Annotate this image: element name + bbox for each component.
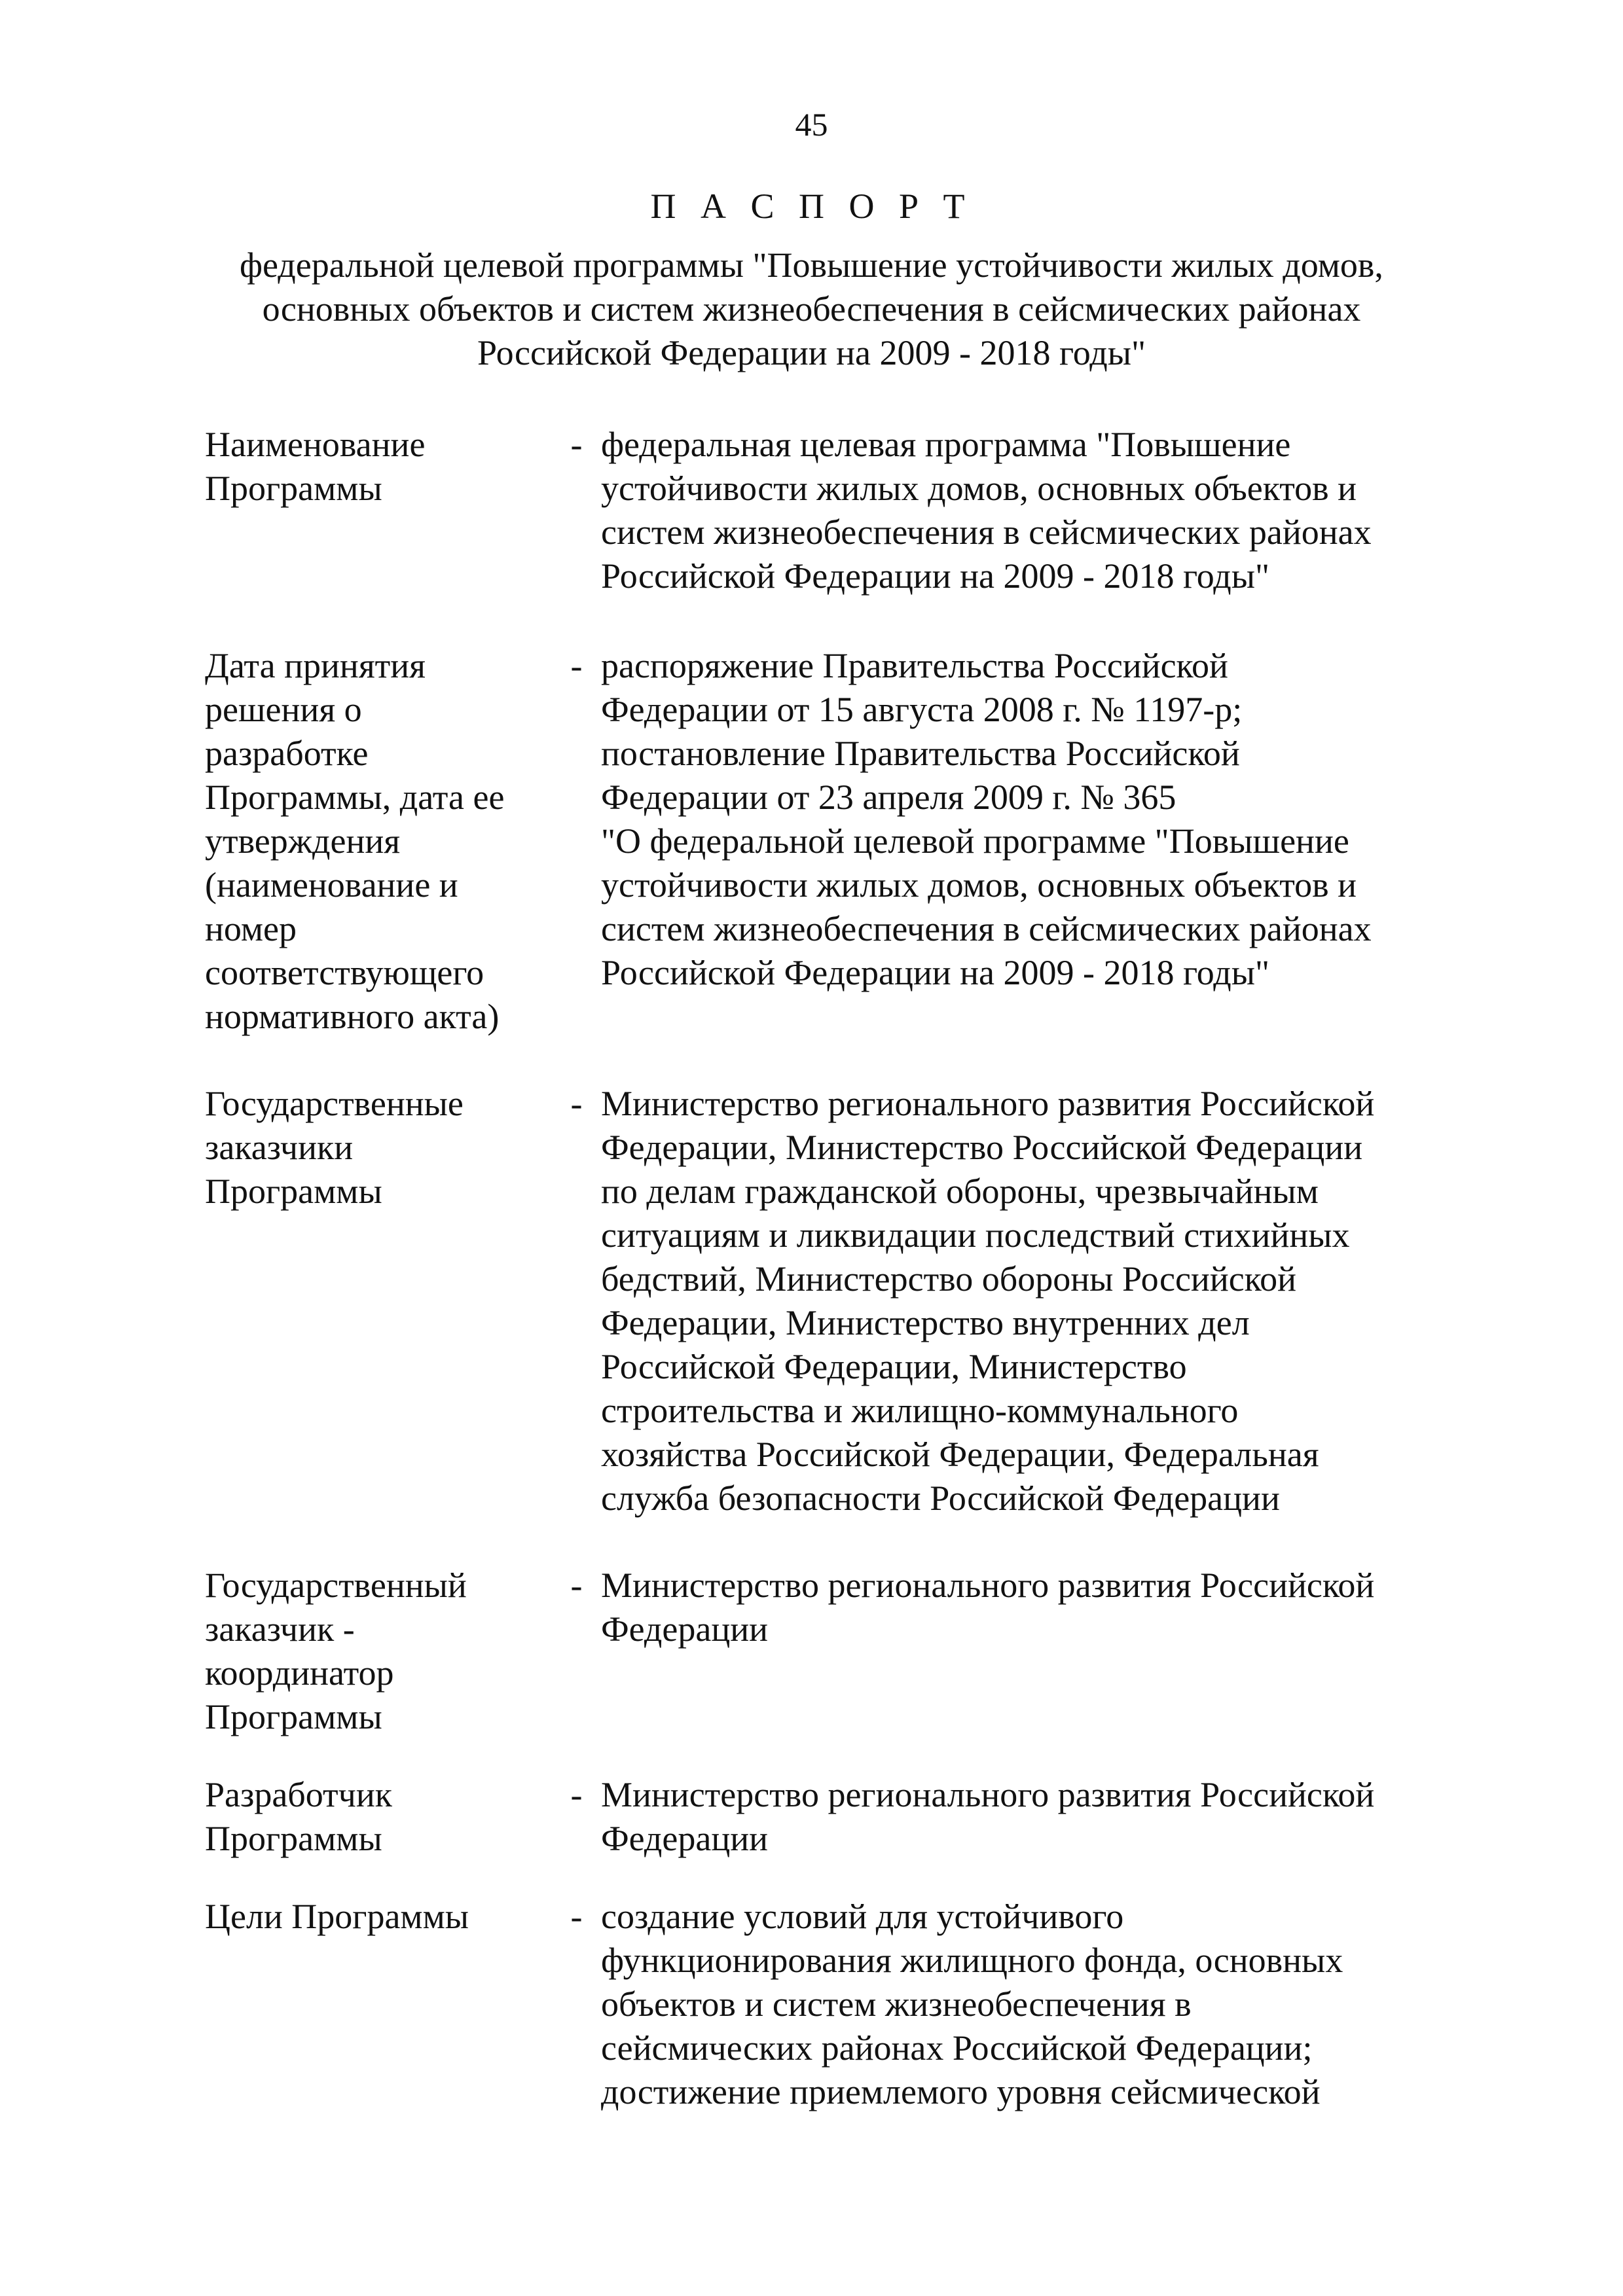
row-label (205, 423, 552, 511)
label-line: Программы, дата ее (205, 778, 505, 817)
row-dash: - (570, 1775, 583, 1814)
page-number: 45 (795, 106, 828, 143)
label-line: Разработчик (205, 1775, 392, 1814)
content-line: федеральная целевая программа "Повышение (601, 425, 1291, 464)
row-dash: - (570, 425, 583, 464)
label-line: Дата принятия (205, 646, 426, 685)
content-line: по делам гражданской обороны, чрезвычайным (601, 1172, 1319, 1211)
content-line: Федерации (601, 1609, 769, 1649)
content-line: функционирования жилищного фонда, основных (601, 1941, 1343, 1980)
document-subtitle (131, 243, 1492, 375)
content-line: сейсмических районах Российской Федерации; (601, 2028, 1313, 2068)
content-line: Федерации от 15 августа 2008 г. № 1197-р; (601, 690, 1243, 729)
row-label (205, 644, 552, 1039)
label-line: нормативного акта) (205, 997, 500, 1036)
content-line: устойчивости жилых домов, основных объектов и (601, 469, 1357, 508)
row-content (601, 1564, 1482, 1651)
label-line: Наименование (205, 425, 426, 464)
label-line: номер (205, 909, 297, 948)
row-dash: - (570, 1566, 583, 1605)
label-line: заказчик - (205, 1609, 355, 1649)
passport-row-coordinator (205, 1564, 1482, 1739)
passport-row-developer (205, 1773, 1482, 1861)
content-line: распоряжение Правительства Российской (601, 646, 1228, 685)
content-line: Федерации (601, 1819, 769, 1858)
row-content (601, 423, 1482, 598)
row-content (601, 644, 1482, 995)
content-line: бедствий, Министерство обороны Российской (601, 1259, 1297, 1299)
label-line: Цели Программы (205, 1897, 469, 1936)
passport-table (205, 423, 1482, 2114)
row-label (205, 1895, 552, 1939)
row-content (601, 1895, 1482, 2114)
label-line: координатор (205, 1653, 394, 1693)
row-dash: - (570, 646, 583, 685)
content-line: систем жизнеобеспечения в сейсмических районах (601, 909, 1372, 948)
row-label (205, 1082, 552, 1213)
content-line: создание условий для устойчивого (601, 1897, 1124, 1936)
subtitle-line: основных объектов и систем жизнеобеспечения в сейсмических районах (262, 289, 1361, 329)
label-line: соответствующего (205, 953, 484, 992)
passport-row-goals (205, 1895, 1482, 2114)
content-line: строительства и жилищно-коммунального (601, 1391, 1239, 1430)
content-line: систем жизнеобеспечения в сейсмических районах (601, 512, 1372, 552)
row-content (601, 1773, 1482, 1861)
content-line: Федерации, Министерство внутренних дел (601, 1303, 1250, 1342)
content-line: "О федеральной целевой программе "Повышение (601, 821, 1349, 861)
passport-row-program-name (205, 423, 1482, 598)
content-line: Федерации, Министерство Российской Федерации (601, 1128, 1363, 1167)
content-line: служба безопасности Российской Федерации (601, 1479, 1280, 1518)
content-line: ситуациям и ликвидации последствий стихийных (601, 1215, 1350, 1255)
subtitle-line: Российской Федерации на 2009 - 2018 годы" (477, 333, 1146, 372)
content-line: Министерство регионального развития Российской (601, 1084, 1375, 1123)
content-line: достижение приемлемого уровня сейсмической (601, 2072, 1321, 2111)
label-line: утверждения (205, 821, 401, 861)
row-label (205, 1773, 552, 1861)
document-title: П А С П О Р Т (650, 187, 973, 226)
label-line: Программы (205, 1697, 382, 1736)
row-dash: - (570, 1897, 583, 1936)
content-line: Федерации от 23 апреля 2009 г. № 365 (601, 778, 1176, 817)
content-line: Российской Федерации на 2009 - 2018 годы" (601, 953, 1270, 992)
content-line: постановление Правительства Российской (601, 734, 1240, 773)
label-line: Программы (205, 469, 382, 508)
content-line: устойчивости жилых домов, основных объектов и (601, 865, 1357, 905)
label-line: Государственные (205, 1084, 464, 1123)
subtitle-line: федеральной целевой программы "Повышение устойчивости жилых домов, (240, 245, 1383, 285)
label-line: Программы (205, 1819, 382, 1858)
content-line: объектов и систем жизнеобеспечения в (601, 1984, 1192, 2024)
passport-row-state-customers (205, 1082, 1482, 1520)
content-line: Российской Федерации на 2009 - 2018 годы" (601, 556, 1270, 596)
row-label (205, 1564, 552, 1739)
passport-row-decision-date (205, 644, 1482, 1039)
label-line: решения о (205, 690, 362, 729)
row-dash: - (570, 1084, 583, 1123)
content-line: Российской Федерации, Министерство (601, 1347, 1187, 1386)
label-line: Государственный (205, 1566, 467, 1605)
label-line: разработке (205, 734, 369, 773)
content-line: Министерство регионального развития Российской (601, 1775, 1375, 1814)
content-line: Министерство регионального развития Российской (601, 1566, 1375, 1605)
content-line: хозяйства Российской Федерации, Федеральная (601, 1435, 1319, 1474)
label-line: заказчики (205, 1128, 354, 1167)
label-line: (наименование и (205, 865, 458, 905)
row-content (601, 1082, 1482, 1520)
label-line: Программы (205, 1172, 382, 1211)
